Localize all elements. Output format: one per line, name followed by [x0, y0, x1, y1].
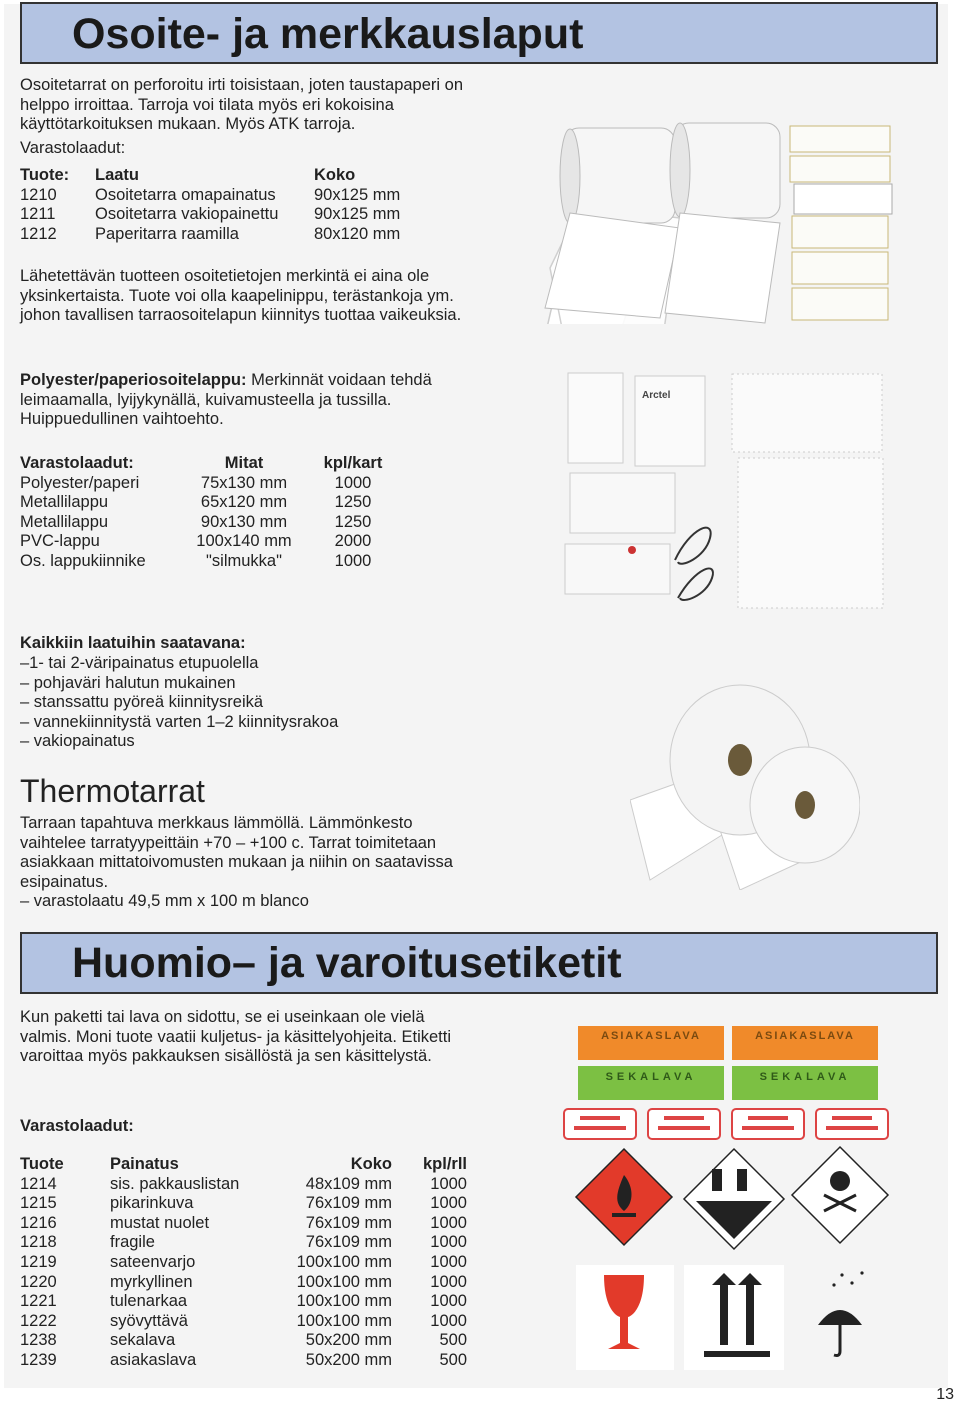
- warning-label-table: [20, 1155, 467, 1371]
- table-cell: 1221: [20, 1292, 57, 1311]
- table-header: Mitat: [224, 454, 264, 472]
- table-cell: Os. lappukiinnike: [20, 551, 146, 570]
- table-cell: Polyester/paperi: [20, 473, 140, 492]
- table-cell: 1250: [334, 512, 372, 531]
- packing-list-labels: [560, 1106, 895, 1142]
- table-cell: 1222: [20, 1311, 57, 1330]
- table-cell: 100x100 mm: [296, 1311, 392, 1330]
- table-cell: 100x100 mm: [296, 1252, 392, 1271]
- table-row: [20, 1194, 467, 1214]
- table-cell: Osoitetarra vakiopainettu: [95, 205, 279, 224]
- table-cell: 1214: [20, 1174, 57, 1193]
- table-header-row: [20, 1155, 467, 1175]
- thermo-rolls-illustration: [630, 680, 860, 890]
- table-header: Varastolaadut:: [20, 454, 134, 472]
- table-cell: 500: [439, 1350, 467, 1369]
- page-number: 13: [936, 1386, 954, 1403]
- polyester-title: Polyester/paperiosoitelappu:: [20, 371, 247, 389]
- table-cell: tulenarkaa: [110, 1292, 188, 1311]
- table-cell: Paperitarra raamilla: [95, 224, 239, 243]
- table-row: [20, 186, 400, 206]
- keep-dry-umbrella-icon: [818, 1271, 864, 1355]
- table-cell: 1000: [430, 1233, 467, 1252]
- table-header: Painatus: [110, 1155, 179, 1173]
- section-title: Osoite- ja merkkauslaput: [72, 10, 584, 58]
- note-paragraph: Lähetettävän tuotteen osoitetietojen merkintä ei aina ole yksinkertaista. Tuote voi olla kaapelinippu, terästankoja ym. johon tavallisen tarraosoitelapun kiinnitys tuottaa vaikeuksia.: [20, 267, 462, 325]
- table-cell: fragile: [110, 1233, 155, 1252]
- stock-label: Varastolaadut:: [20, 1117, 134, 1135]
- address-tags-illustration: [560, 368, 890, 618]
- table-cell: 76x109 mm: [305, 1233, 392, 1252]
- table-cell: 1000: [430, 1194, 467, 1213]
- table-cell: 1215: [20, 1194, 57, 1213]
- label-text: SEKALAVA: [759, 1071, 851, 1083]
- table-header: Laatu: [95, 166, 140, 184]
- table-cell: sekalava: [110, 1331, 176, 1350]
- table-row: [20, 1331, 467, 1351]
- table-cell: asiakaslava: [110, 1350, 197, 1369]
- table-cell: 1238: [20, 1331, 57, 1350]
- label-rolls-illustration: [530, 118, 902, 324]
- table-row: [20, 552, 403, 572]
- table-header: Koko: [314, 166, 356, 184]
- table-row: [20, 1233, 467, 1253]
- section-banner-addresses: [20, 2, 938, 64]
- thermo-paragraph: Tarraan tapahtuva merkkaus lämmöllä. Lämmönkesto vaihtelee tarratyypeittäin +70 – +100 c. Tarrat toimitetaan asiakkaan mittatoivomusten mukaan ja niihin on saatavissa esipainatus.: [20, 814, 453, 891]
- sekalava-label: [732, 1066, 878, 1100]
- table-cell: 1216: [20, 1213, 57, 1232]
- list-item: – vakiopainatus: [20, 732, 135, 751]
- table-cell: 48x109 mm: [305, 1174, 392, 1193]
- svg-text:Arctel: Arctel: [642, 390, 671, 401]
- table-header: Tuote: [20, 1155, 64, 1173]
- list-item: – vannekiinnitystä varten 1–2 kiinnitysrakoa: [20, 712, 339, 731]
- table-cell: 1218: [20, 1233, 57, 1252]
- table-cell: pikarinkuva: [110, 1194, 194, 1213]
- thermo-stock: – varastolaatu 49,5 mm x 100 m blanco: [20, 892, 309, 910]
- table-cell: myrkyllinen: [110, 1272, 193, 1291]
- fragile-glass-icon: [576, 1265, 674, 1370]
- table-row: [20, 225, 400, 245]
- table-cell: syövyttävä: [110, 1311, 188, 1330]
- toxic-icon: [792, 1147, 888, 1243]
- table-cell: Metallilappu: [20, 512, 109, 531]
- label-text: ASIAKASLAVA: [601, 1030, 701, 1042]
- table-cell: 1000: [430, 1213, 467, 1232]
- table-cell: 65x120 mm: [200, 493, 288, 512]
- table-cell: "silmukka": [206, 551, 282, 570]
- section-title: Huomio– ja varoitusetiketit: [72, 939, 622, 987]
- polyester-text: Merkinnät voidaan tehdä leimaamalla, lyijykynällä, kuivamusteella ja tussilla. Huippuedullinen vaihtoehto.: [20, 371, 432, 429]
- table-cell: 500: [439, 1331, 467, 1350]
- table-cell: 2000: [334, 532, 372, 551]
- address-label-table: [20, 166, 400, 244]
- table-cell: 1219: [20, 1252, 57, 1271]
- corrosive-icon: [684, 1149, 784, 1249]
- intro-paragraph: Osoitetarrat on perforoitu irti toisistaan, joten taustapaperi on helppo irroittaa. Tarroja voi tilata myös eri kokoisina käyttötarkoituksen mukaan. Myös ATK tarroja.: [20, 76, 463, 134]
- sekalava-label: [578, 1066, 724, 1100]
- label-text: SEKALAVA: [605, 1071, 697, 1083]
- table-row: [20, 1292, 467, 1312]
- table-cell: 1210: [20, 185, 57, 204]
- hazard-symbols: [572, 1145, 902, 1385]
- table-cell: 1000: [430, 1252, 467, 1271]
- table-cell: 1000: [430, 1292, 467, 1311]
- table-header: Tuote:: [20, 166, 70, 184]
- thermo-heading: Thermotarrat: [20, 773, 205, 809]
- table-cell: 50x200 mm: [305, 1331, 392, 1350]
- label-text: ASIAKASLAVA: [755, 1030, 855, 1042]
- table-cell: 76x109 mm: [305, 1194, 392, 1213]
- flammable-icon: [576, 1149, 672, 1245]
- table-cell: Metallilappu: [20, 493, 109, 512]
- section-banner-warnings: [20, 932, 938, 994]
- table-row: [20, 1175, 467, 1195]
- table-row: [20, 1214, 467, 1234]
- table-cell: 75x130 mm: [200, 473, 288, 492]
- table-row: [20, 1351, 467, 1371]
- table-cell: Osoitetarra omapainatus: [95, 185, 276, 204]
- table-row: [20, 474, 403, 494]
- table-row: [20, 532, 403, 552]
- table-cell: 80x120 mm: [314, 224, 401, 243]
- table-cell: sateenvarjo: [110, 1252, 196, 1271]
- this-way-up-arrows-icon: [684, 1265, 784, 1370]
- table-cell: 90x125 mm: [314, 185, 401, 204]
- table-cell: 1212: [20, 224, 57, 243]
- table-cell: PVC-lappu: [20, 532, 100, 551]
- table-cell: mustat nuolet: [110, 1213, 210, 1232]
- table-cell: 100x100 mm: [296, 1292, 392, 1311]
- table-cell: 90x125 mm: [314, 205, 401, 224]
- table-cell: 1220: [20, 1272, 57, 1291]
- list-item: – stanssattu pyöreä kiinnitysreikä: [20, 693, 264, 712]
- table-header: Koko: [350, 1155, 392, 1173]
- table-cell: 1000: [430, 1272, 467, 1291]
- table-cell: 1250: [334, 493, 372, 512]
- asiakaslava-label: [578, 1026, 724, 1060]
- table-row: [20, 493, 403, 513]
- table-row: [20, 1273, 467, 1293]
- warnings-intro: Kun paketti tai lava on sidottu, se ei useinkaan ole vielä valmis. Moni tuote vaatii kuljetus- ja käsittelyohjeita. Etiketti varoittaa myös pakkauksen sisällöstä ja sen käsittelystä.: [20, 1008, 452, 1066]
- table-cell: 76x109 mm: [305, 1213, 392, 1232]
- table-header: kpl/rll: [422, 1155, 467, 1173]
- table-row: [20, 205, 400, 225]
- table-row: [20, 513, 403, 533]
- table-cell: 50x200 mm: [305, 1350, 392, 1369]
- table-cell: 1000: [334, 551, 372, 570]
- table-cell: 1000: [430, 1174, 467, 1193]
- stock-label: Varastolaadut:: [20, 139, 126, 157]
- table-cell: 100x140 mm: [196, 532, 292, 551]
- table-cell: 90x130 mm: [200, 512, 288, 531]
- list-item: – pohjaväri halutun mukainen: [20, 673, 236, 692]
- list-item: –1- tai 2-väripainatus etupuolella: [20, 654, 259, 672]
- table-cell: 100x100 mm: [296, 1272, 392, 1291]
- table-row: [20, 1312, 467, 1332]
- table-row: [20, 1253, 467, 1273]
- table-cell: 1000: [334, 473, 372, 492]
- features-list: [20, 654, 475, 752]
- polyester-paragraph: [20, 371, 475, 430]
- asiakaslava-label: [732, 1026, 878, 1060]
- table-header-row: [20, 454, 403, 474]
- table-cell: 1000: [430, 1311, 467, 1330]
- table-header-row: [20, 166, 400, 186]
- features-title: Kaikkiin laatuihin saatavana:: [20, 634, 246, 652]
- tag-stock-table: [20, 454, 403, 572]
- table-cell: 1211: [20, 205, 56, 224]
- table-header: kpl/kart: [323, 454, 383, 472]
- table-cell: sis. pakkauslistan: [110, 1174, 240, 1193]
- table-cell: 1239: [20, 1350, 57, 1369]
